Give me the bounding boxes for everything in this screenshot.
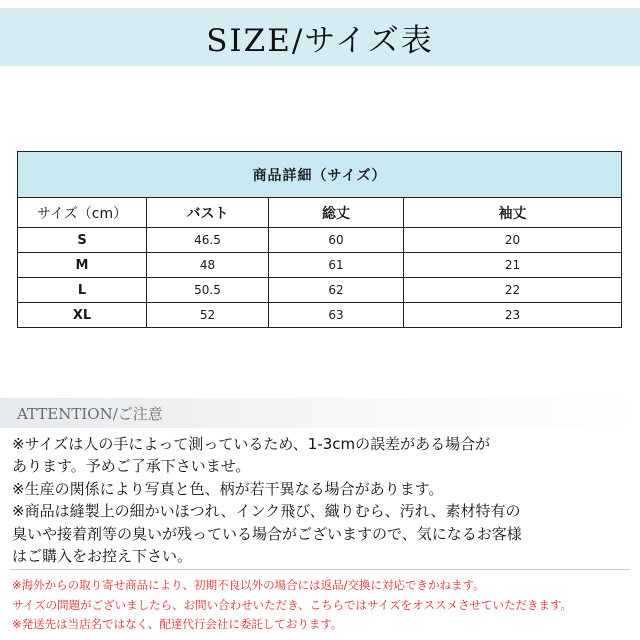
bust-value: 48 — [147, 253, 269, 278]
size-label: XL — [18, 303, 147, 328]
page-title: SIZE/サイズ表 — [206, 22, 434, 59]
attention-heading: ATTENTION/ご注意 — [17, 404, 163, 423]
sleeve-value: 22 — [404, 278, 622, 303]
section-divider — [10, 569, 630, 570]
header-length: 総丈 — [269, 198, 404, 228]
disclaimer-line: サイズの問題がございましたら、お問い合わせいただき、こちらではサイズをオススメさせていただきます。 — [12, 597, 573, 612]
attention-notes — [12, 433, 632, 567]
table-header-row — [18, 198, 622, 228]
table-row — [18, 228, 622, 253]
note-line: ※商品は縫製上の細かいほつれ、インク飛び、織りむら、汚れ、素材特有の — [12, 502, 521, 521]
size-label: M — [18, 253, 147, 278]
length-value: 63 — [269, 303, 404, 328]
length-value: 60 — [269, 228, 404, 253]
table-caption: 商品詳細（サイズ） — [18, 152, 622, 198]
disclaimer-line: ※海外からの取り寄せ商品により、初期不良以外の場合には返品/交換に対応できかねます。 — [12, 578, 485, 592]
note-line: ※生産の関係により写真と色、柄が若干異なる場合があります。 — [12, 479, 444, 498]
note-line: ※サイズは人の手によって測っているため、1-3cmの誤差がある場合が — [12, 435, 491, 453]
sleeve-value: 21 — [404, 253, 622, 278]
size-label: L — [18, 278, 147, 303]
length-value: 62 — [269, 278, 404, 303]
sleeve-value: 23 — [404, 303, 622, 328]
table-row — [18, 303, 622, 328]
length-value: 61 — [269, 253, 404, 278]
bust-value: 46.5 — [147, 228, 269, 253]
title-banner — [0, 8, 640, 66]
disclaimer-list — [12, 576, 572, 635]
sleeve-value: 20 — [404, 228, 622, 253]
table-row — [18, 278, 622, 303]
disclaimer-line: ※発送先は当店名ではなく、配達代行会社に委託しております。 — [12, 617, 343, 631]
size-label: S — [18, 228, 147, 253]
bust-value: 52 — [147, 303, 269, 328]
header-bust: バスト — [147, 198, 269, 228]
note-line: あります。予めご了承下さいませ。 — [12, 457, 251, 476]
bust-value: 50.5 — [147, 278, 269, 303]
note-line: 臭いや接着剤等の臭いが残っている場合がございますので、気になるお客様 — [12, 524, 522, 543]
note-line: はご購入をお控え下さい。 — [12, 547, 193, 566]
header-size: サイズ（cm） — [18, 198, 147, 228]
table-row — [18, 253, 622, 278]
header-sleeve: 袖丈 — [404, 198, 622, 228]
size-table — [17, 151, 622, 328]
attention-banner — [0, 398, 640, 428]
table-caption-row — [18, 152, 622, 198]
